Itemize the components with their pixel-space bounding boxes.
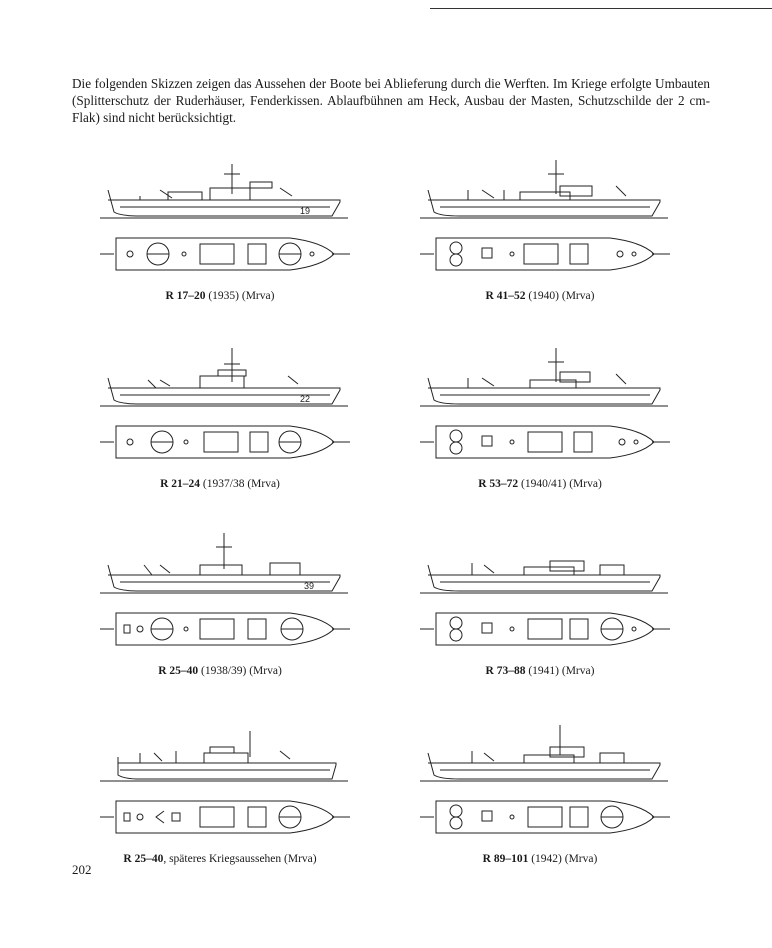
- hull-marking: 22: [300, 394, 311, 404]
- intro-paragraph: Die folgenden Skizzen zeigen das Aussehen der Boote bei Ablieferung durch die Werften. Im Kriege erfolgte Umbauten (Splitterschutz der Ruderhäuser, Fenderkissen. Ablaufbühnen am Heck, Ausbau der Masten, Schutzschilde der 2 cm-Flak) sind nicht berücksichtigt.: [72, 76, 710, 126]
- side-profile: [420, 348, 668, 406]
- header-rule: [430, 8, 772, 9]
- side-profile: [420, 160, 668, 218]
- boat-drawing: [420, 338, 680, 478]
- caption-details: (1935) (Mrva): [205, 290, 275, 302]
- caption-boats: R 25–40: [123, 853, 164, 865]
- boat-drawing: [420, 525, 680, 665]
- figure-caption: [420, 290, 660, 302]
- figure-caption: [70, 853, 370, 865]
- caption-details: (1940/41) (Mrva): [518, 478, 602, 490]
- caption-boats: R 89–101: [482, 853, 529, 865]
- caption-details: (1942) (Mrva): [528, 853, 598, 865]
- boat-figure-r21-24: [100, 338, 390, 528]
- top-plan: [420, 426, 670, 458]
- figure-caption: [420, 853, 660, 865]
- boat-drawing: [100, 150, 360, 290]
- top-plan: [100, 238, 350, 270]
- caption-boats: R 21–24: [160, 478, 201, 490]
- side-profile: [100, 164, 348, 218]
- caption-details: (1938/39) (Mrva): [198, 665, 282, 677]
- caption-boats: R 73–88: [485, 665, 526, 677]
- caption-details: , späteres Kriegsaussehen (Mrva): [163, 853, 317, 865]
- boat-drawing: [100, 525, 360, 665]
- page-number: 202: [72, 862, 92, 877]
- boat-figure-r73-88: [420, 525, 710, 715]
- side-profile: [420, 725, 668, 781]
- caption-details: (1937/38 (Mrva): [200, 478, 280, 490]
- caption-details: (1941) (Mrva): [525, 665, 595, 677]
- caption-boats: R 25–40: [158, 665, 199, 677]
- boat-figure-r17-20: [100, 150, 390, 340]
- boat-figure-r89-101: [420, 713, 710, 903]
- boat-figure-r41-52: [420, 150, 710, 340]
- top-plan: [100, 613, 350, 645]
- side-profile: [100, 348, 348, 406]
- figure-caption: [100, 290, 340, 302]
- hull-marking: 39: [304, 581, 315, 591]
- top-plan: [100, 801, 350, 833]
- figure-caption: [420, 478, 660, 490]
- figure-caption: [100, 665, 340, 677]
- boat-drawing: [420, 150, 680, 290]
- boat-drawing: [100, 338, 360, 478]
- caption-details: (1940) (Mrva): [525, 290, 595, 302]
- boat-figure-r53-72: [420, 338, 710, 528]
- boat-figure-r25-40-war: [100, 713, 390, 903]
- top-plan: [420, 613, 670, 645]
- figure-caption: [100, 478, 340, 490]
- top-plan: [420, 801, 670, 833]
- caption-boats: R 53–72: [478, 478, 519, 490]
- top-plan: [100, 426, 350, 458]
- hull-marking: 19: [300, 206, 311, 216]
- boat-figure-r25-40: [100, 525, 390, 715]
- boat-drawing: [100, 713, 360, 853]
- top-plan: [420, 238, 670, 270]
- side-profile: [100, 731, 348, 781]
- caption-boats: R 17–20: [165, 290, 206, 302]
- caption-boats: R 41–52: [485, 290, 526, 302]
- figure-caption: [420, 665, 660, 677]
- boat-drawing: [420, 713, 680, 853]
- side-profile: [420, 561, 668, 593]
